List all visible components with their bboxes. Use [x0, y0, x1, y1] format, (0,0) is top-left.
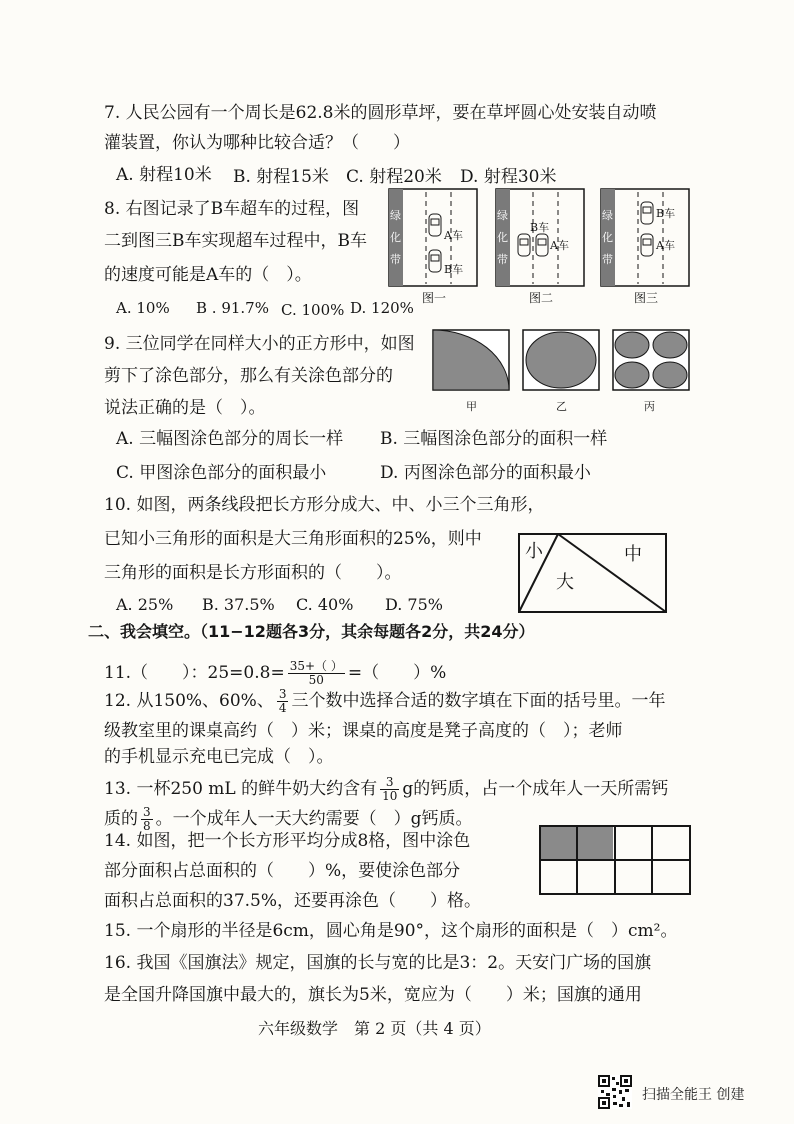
q10-option-d: D. 75%: [385, 595, 443, 614]
green-belt-2-char3: 带: [497, 253, 508, 266]
q12-line3: 的手机显示充电已完成（ ）。: [104, 747, 334, 767]
q10-line3: 三角形的面积是长方形面积的（ ）。: [104, 563, 402, 583]
green-belt-2-char2: 化: [497, 231, 508, 244]
q13-line1-b: g的钙质，占一个成年人一天所需钙: [402, 779, 669, 799]
q8-option-a: A. 10%: [116, 299, 170, 317]
q10-line1: 10. 如图，两条线段把长方形分成大、中、小三个三角形，: [104, 495, 545, 515]
square-figure-jia: [432, 329, 512, 391]
qr-code-icon: [598, 1075, 632, 1109]
page-footer: 六年级数学 第 2 页（共 4 页）: [258, 1019, 491, 1038]
q12-frac-den: 4: [278, 701, 287, 715]
q9-line1: 9. 三位同学在同样大小的正方形中，如图: [104, 334, 415, 354]
q13-frac1-num: 3: [380, 776, 399, 790]
fig2-caption: 图二: [529, 291, 554, 305]
q8-option-d: D. 120%: [350, 299, 414, 317]
q13-frac2-den: 8: [143, 819, 151, 833]
q7-line2: 灌装置，你认为哪种比较合适？（ ）: [104, 133, 410, 153]
q8-line3: 的速度可能是A车的（ ）。: [104, 265, 312, 285]
q12-line1: [104, 688, 665, 715]
road-figure-3: [600, 188, 690, 288]
q15-line1: 15. 一个扇形的半径是6cm，圆心角是90°，这个扇形的面积是（ ）cm²。: [104, 921, 678, 941]
q12-line2: 级教室里的课桌高约（ ）米；课桌的高度是凳子高度的（ ）；老师: [104, 721, 623, 741]
q14-line1: 14. 如图，把一个长方形平均分成8格，图中涂色: [104, 831, 471, 851]
fig3-caption: 图三: [634, 291, 659, 305]
grid-8-cells-figure: [538, 824, 694, 898]
q9-option-a: A. 三幅图涂色部分的周长一样: [116, 429, 344, 449]
green-belt-3-char3: 带: [602, 253, 613, 266]
q7-option-c: C. 射程20米: [346, 167, 442, 187]
q16-line2: 是全国升降国旗中最大的，旗长为5米，宽应为（ ）米；国旗的通用: [104, 985, 642, 1005]
q13-fraction2: [141, 806, 153, 833]
fig-bing-caption: 丙: [644, 400, 655, 413]
road-figure-1: [388, 188, 478, 288]
q10-option-a: A. 25%: [116, 595, 174, 614]
green-belt-1-char3: 带: [390, 253, 401, 266]
q11-line: [104, 660, 446, 687]
fig1-caption: 图一: [422, 291, 447, 305]
square-figure-yi: [522, 329, 602, 391]
q13-line1-a: 13. 一杯250 mL 的鲜牛奶大约含有: [104, 779, 378, 799]
q10-option-b: B. 37.5%: [202, 595, 275, 614]
q8-line2: 二到图三B车实现超车过程中，B车: [104, 231, 367, 251]
scanner-watermark-text: 扫描全能王 创建: [642, 1087, 745, 1103]
q13-line1: [104, 776, 668, 803]
fig2-car-b-label: B车: [530, 221, 550, 234]
q13-frac2-num: 3: [143, 805, 151, 819]
fig3-car-a-label: A车: [656, 239, 675, 252]
q7-option-a: A. 射程10米: [116, 165, 212, 185]
road-figure-2: [495, 188, 585, 288]
q7-option-b: B. 射程15米: [233, 167, 329, 187]
q12-line1-a: 12. 从150%、60%、: [104, 691, 274, 711]
label-big: 大: [556, 572, 574, 593]
q10-line2: 已知小三角形的面积是大三角形面积的25%，则中: [104, 529, 482, 549]
q12-line1-b: 三个数中选择合适的数字填在下面的括号里。一年: [291, 691, 666, 711]
fig3-car-b-label: B车: [656, 207, 676, 220]
q11-fraction: [288, 660, 345, 687]
q11-frac-num: 35+（ ）: [289, 659, 343, 673]
green-belt-2-char1: 绿: [497, 209, 508, 222]
section-2-heading: 二、我会填空。（11−12题各3分，其余每题各2分，共24分）: [88, 622, 535, 641]
square-figure-bing: [612, 329, 692, 391]
q13-frac1-den: 10: [382, 789, 398, 803]
q13-line2-b: 。一个成年人一天大约需要（ ）g钙质。: [155, 809, 473, 829]
fig-yi-caption: 乙: [556, 400, 567, 413]
q16-line1: 16. 我国《国旗法》规定，国旗的长与宽的比是3：2。天安门广场的国旗: [104, 953, 652, 973]
q9-option-d: D. 丙图涂色部分的面积最小: [380, 463, 591, 483]
fig1-car-a-label: A车: [444, 229, 463, 242]
q11-suffix: =（ ）%: [347, 663, 447, 683]
q10-option-c: C. 40%: [296, 595, 354, 614]
q8-option-c: C. 100%: [281, 301, 345, 319]
q13-fraction1: [380, 776, 399, 803]
q14-line3: 面积占总面积的37.5%，还要再涂色（ ）格。: [104, 891, 482, 911]
green-belt-3-char2: 化: [602, 231, 613, 244]
q12-fraction: [277, 688, 289, 715]
green-belt-1-char2: 化: [390, 231, 401, 244]
fig2-car-a-label: A车: [550, 239, 569, 252]
q9-line3: 说法正确的是（ ）。: [104, 398, 266, 418]
q9-line2: 剪下了涂色部分，那么有关涂色部分的: [104, 366, 393, 386]
q7-option-d: D. 射程30米: [460, 167, 557, 187]
q9-option-b: B. 三幅图涂色部分的面积一样: [380, 429, 608, 449]
q11-prefix: 11.（ ）：25=0.8=: [104, 663, 285, 683]
q8-option-b: B . 91.7%: [196, 299, 269, 317]
q14-line2: 部分面积占总面积的（ ）%，要使涂色部分: [104, 861, 461, 881]
green-belt-1-char1: 绿: [390, 209, 401, 222]
fig1-car-b-label: B车: [444, 263, 464, 276]
label-middle: 中: [624, 544, 642, 565]
q13-line2-a: 质的: [104, 809, 138, 829]
q13-line2: [104, 806, 473, 833]
q12-frac-num: 3: [278, 687, 287, 701]
q8-line1: 8. 右图记录了B车超车的过程，图: [104, 199, 360, 219]
green-belt-3-char1: 绿: [602, 209, 613, 222]
fig-jia-caption: 甲: [466, 400, 477, 413]
label-small: 小: [525, 541, 543, 562]
q9-option-c: C. 甲图涂色部分的面积最小: [116, 463, 327, 483]
q11-frac-den: 50: [308, 673, 324, 687]
q7-line1: 7. 人民公园有一个周长是62.8米的圆形草坪，要在草坪圆心处安装自动喷: [104, 103, 657, 123]
